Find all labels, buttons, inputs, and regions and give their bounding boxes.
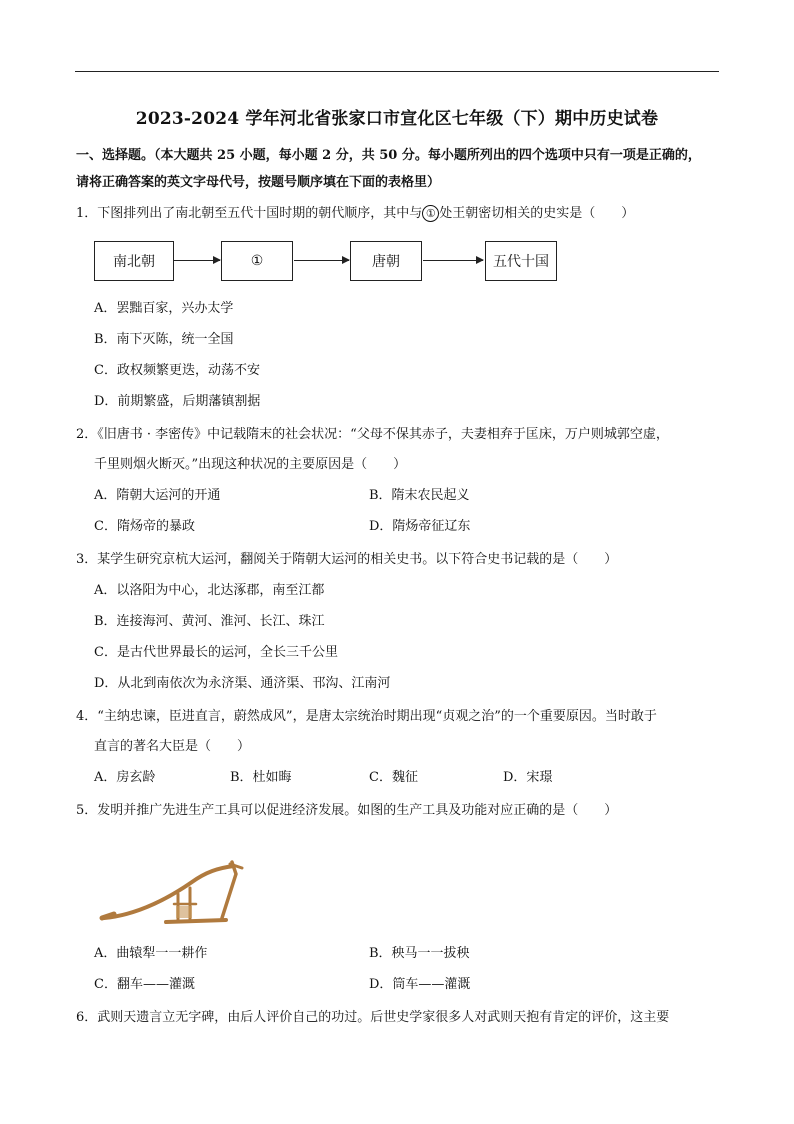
section-heading-line1: 一、选择题。（本大题共 25 小题，每小题 2 分，共 50 分。每小题所列出的四个选项中只有一项是正确的， (76, 148, 701, 163)
q1-option-d[interactable]: D．前期繁盛，后期藩镇割据 (94, 394, 261, 409)
q2-option-a[interactable]: A．隋朝大运河的开通 (94, 488, 221, 503)
question-1-text-pre: 1．下图排列出了南北朝至五代十国时期的朝代顺序，其中与 (76, 206, 423, 221)
question-2-line1: 2．《旧唐书 · 李密传》中记载隋末的社会状况：“父母不保其赤子，夫妻相弃于匡床，万户则城郭空虚， (76, 427, 669, 442)
flow-box-tang: 唐朝 (350, 241, 422, 281)
flow-box-blank: ① (221, 241, 293, 281)
q2-option-d[interactable]: D．隋炀帝征辽东 (369, 519, 471, 534)
flow-arrow-1 (174, 260, 220, 261)
q3-option-b[interactable]: B．连接海河、黄河、淮河、长江、珠江 (94, 614, 325, 629)
q3-option-d[interactable]: D．从北到南依次为永济渠、通济渠、邗沟、江南河 (94, 676, 391, 691)
q4-option-d[interactable]: D．宋璟 (503, 770, 553, 785)
question-4-line2: 直言的著名大臣是（ ） (94, 739, 251, 754)
curved-plow-image (96, 860, 246, 930)
q3-option-a[interactable]: A．以洛阳为中心，北达涿郡，南至江都 (94, 583, 325, 598)
q1-option-a[interactable]: A．罢黜百家，兴办太学 (94, 301, 234, 316)
flow-box-nanbeichao: 南北朝 (94, 241, 174, 281)
q4-option-b[interactable]: B．杜如晦 (230, 770, 292, 785)
question-2-line2: 千里则烟火断灭。”出现这种状况的主要原因是（ ） (94, 457, 407, 472)
question-3-line1: 3．某学生研究京杭大运河，翻阅关于隋朝大运河的相关史书。以下符合史书记载的是（ ） (76, 552, 618, 567)
section-heading-line2: 请将正确答案的英文字母代号，按题号顺序填在下面的表格里） (76, 175, 441, 190)
question-5-line1: 5．发明并推广先进生产工具可以促进经济发展。如图的生产工具及功能对应正确的是（ ） (76, 803, 618, 818)
circled-one-mark: ① (422, 205, 439, 222)
question-1 (76, 199, 726, 229)
q2-option-b[interactable]: B．隋末农民起义 (369, 488, 470, 503)
q5-option-c[interactable]: C．翻车——灌溉 (94, 977, 195, 992)
question-4-line1: 4．“主纳忠谏，臣进直言，蔚然成风”，是唐太宗统治时期出现“贞观之治”的一个重要原因。当时敢于 (76, 709, 657, 724)
q5-option-b[interactable]: B．秧马一一拔秧 (369, 946, 470, 961)
page-title: 2023-2024 学年河北省张家口市宣化区七年级（下）期中历史试卷 (135, 109, 659, 129)
q1-option-c[interactable]: C．政权频繁更迭，动荡不安 (94, 363, 260, 378)
flow-arrow-2 (294, 260, 349, 261)
q5-option-d[interactable]: D．筒车——灌溉 (369, 977, 471, 992)
q5-option-a[interactable]: A．曲辕犁一一耕作 (94, 946, 208, 961)
question-6-line1: 6．武则天遗言立无字碑，由后人评价自己的功过。后世史学家很多人对武则天抱有肯定的评价，这主要 (76, 1010, 670, 1025)
q4-option-c[interactable]: C．魏征 (369, 770, 418, 785)
question-1-text-post: 处王朝密切相关的史实是（ ） (439, 206, 635, 221)
q2-option-c[interactable]: C．隋炀帝的暴政 (94, 519, 195, 534)
header-rule (75, 71, 719, 72)
q3-option-c[interactable]: C．是古代世界最长的运河，全长三千公里 (94, 645, 338, 660)
q4-option-a[interactable]: A．房玄龄 (94, 770, 156, 785)
flow-arrow-3 (423, 260, 483, 261)
flow-box-wudai: 五代十国 (485, 241, 557, 281)
q1-option-b[interactable]: B．南下灭陈，统一全国 (94, 332, 234, 347)
